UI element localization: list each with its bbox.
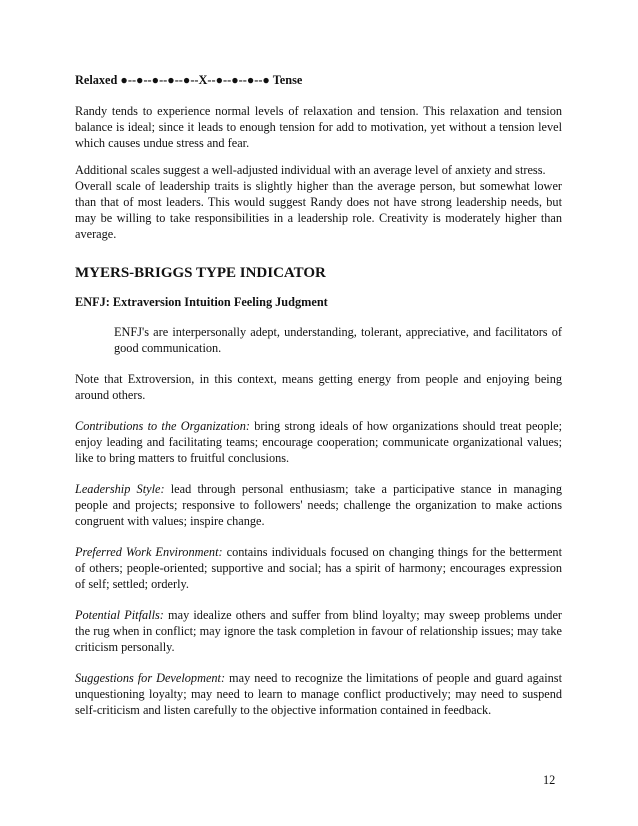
item-label: Suggestions for Development: [75,671,226,685]
item-text: may idealize others and suffer from blind loyalty; may sweep problems under the rug when in conflict; may ignore the task completion in favour of relationship issues; may take criticism personally. [75,608,562,654]
item-label: Preferred Work Environment: [75,545,223,559]
relaxation-paragraph: Randy tends to experience normal levels of relaxation and tension. This relaxation and tension balance is ideal; since it leads to enough tension for add to motivation, yet without a tension level which causes undue stress and fear. [75,104,562,150]
item-text: contains individuals focused on changing things for the betterment of others; people-oriented; supportive and social; has a spirit of harmony; encourages expression of self; settled; orderly. [75,545,562,591]
item-label: Leadership Style: [75,482,165,496]
document-page [75,70,562,718]
type-subheading: ENFJ: Extraversion Intuition Feeling Judgment [75,295,328,309]
page-number: 12 [543,773,556,787]
item-pitfalls [75,607,562,655]
item-text: may need to recognize the limitations of people and guard against unquestioning loyalty; may need to learn to manage conflict productively; may need to suspend self-criticism and listen carefully to the objective information contained in feedback. [75,671,562,717]
item-text: bring strong ideals of how organizations should treat people; enjoy leading and facilitating teams; encourage cooperation; communicate organizational values; like to bring matters to fruitful conclusions. [75,419,563,465]
relaxed-tense-scale: Relaxed ●--●--●--●--●--X--●--●--●--● Tense [75,73,303,87]
item-text: lead through personal enthusiasm; take a participative stance in managing people and projects; responsive to followers' needs; challenge the organization to make actions congruent with values; inspire change. [75,482,562,528]
item-leadership-style [75,481,562,529]
leadership-traits-paragraph: Overall scale of leadership traits is slightly higher than the average person, but somewhat lower than that of most leaders. This would suggest Randy does not have strong leadership needs, but may be willing to take responsibilities in a leadership role. Creativity is moderately higher than average. [75,179,562,241]
item-development [75,670,562,718]
extroversion-note: Note that Extroversion, in this context, means getting energy from people and enjoying being around others. [75,372,562,402]
item-contributions [75,418,562,466]
item-label: Potential Pitfalls: [75,608,164,622]
item-label: Contributions to the Organization: [75,419,250,433]
item-work-environment [75,544,562,592]
section-heading: MYERS-BRIGGS TYPE INDICATOR [75,265,326,281]
type-description: ENFJ's are interpersonally adept, understanding, tolerant, appreciative, and facilitators of good communication. [114,325,562,355]
additional-scales-paragraph: Additional scales suggest a well-adjusted individual with an average level of anxiety and stress. [75,163,546,177]
